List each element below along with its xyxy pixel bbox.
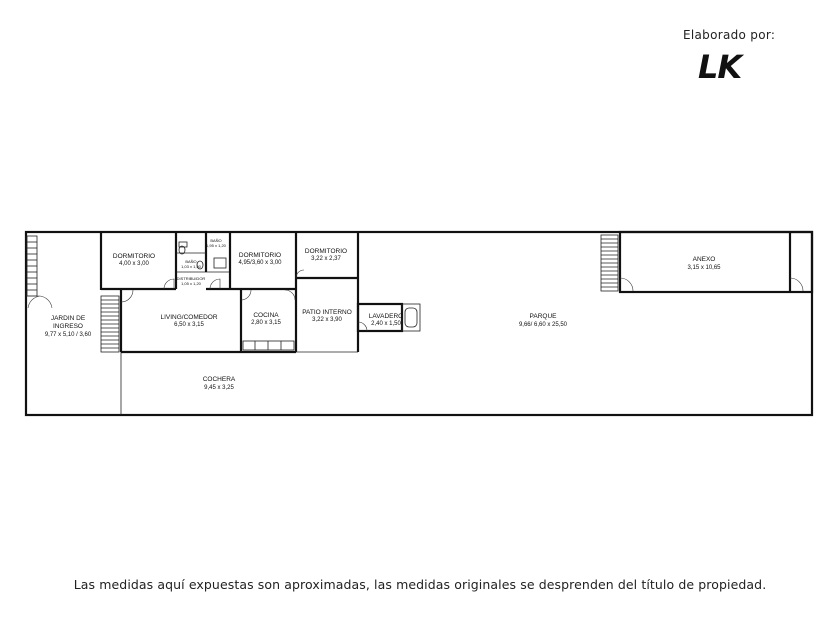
disclaimer-text: Las medidas aquí expuestas son aproximadas, las medidas originales se desprenden del título de propiedad.: [73, 577, 767, 592]
label-bano1-name: BAÑO: [185, 259, 197, 264]
label-distribuidor-name: DISTRIBUIDOR: [176, 276, 206, 281]
label-patio-dims: 3,22 x 3,90: [312, 317, 342, 323]
label-cocina-name: COCINA: [253, 312, 279, 319]
label-dormitorio1-name: DORMITORIO: [112, 253, 156, 260]
label-cochera-name: COCHERA: [202, 376, 236, 383]
label-dormitorio2-name: DORMITORIO: [238, 252, 282, 259]
label-anexo-dims: 3,15 x 10,65: [687, 265, 721, 271]
label-patio-name: PATIO INTERNO: [302, 309, 352, 316]
label-jardin-dims: 9,77 x 5,10 / 3,60: [44, 332, 92, 338]
label-anexo-name: ANEXO: [692, 256, 716, 263]
label-bano2-dims: 1,95 x 1,20: [206, 243, 226, 248]
label-living-dims: 6,50 x 3,15: [174, 322, 204, 328]
label-bano1-dims: 1,03 x 1,50: [181, 264, 201, 269]
label-dormitorio2-dims: 4,95/3,60 x 3,00: [238, 260, 282, 266]
label-dormitorio3-name: DORMITORIO: [304, 248, 348, 255]
label-cocina-dims: 2,80 x 3,15: [251, 320, 281, 326]
credit-label: Elaborado por:: [683, 28, 776, 42]
label-living-name: LIVING/COMEDOR: [160, 314, 218, 321]
label-dormitorio1-dims: 4,00 x 3,00: [119, 261, 149, 267]
label-lavadero-name: LAVADERO: [368, 313, 404, 320]
label-jardin-name-2: INGRESO: [53, 323, 83, 330]
label-parque-dims: 9,66/ 6,60 x 25,50: [518, 322, 568, 328]
label-jardin-name-1: JARDIN DE: [50, 315, 86, 322]
label-bano2-name: BAÑO: [210, 238, 222, 243]
label-dormitorio3-dims: 3,22 x 2,37: [311, 256, 341, 262]
label-lavadero-dims: 2,40 x 1,50: [371, 321, 401, 327]
label-parque-name: PARQUE: [529, 313, 557, 320]
label-distribuidor-dims: 1,05 x 1,20: [181, 281, 201, 286]
label-cochera-dims: 9,45 x 3,25: [204, 385, 234, 391]
brand-logo: LK: [698, 48, 742, 86]
